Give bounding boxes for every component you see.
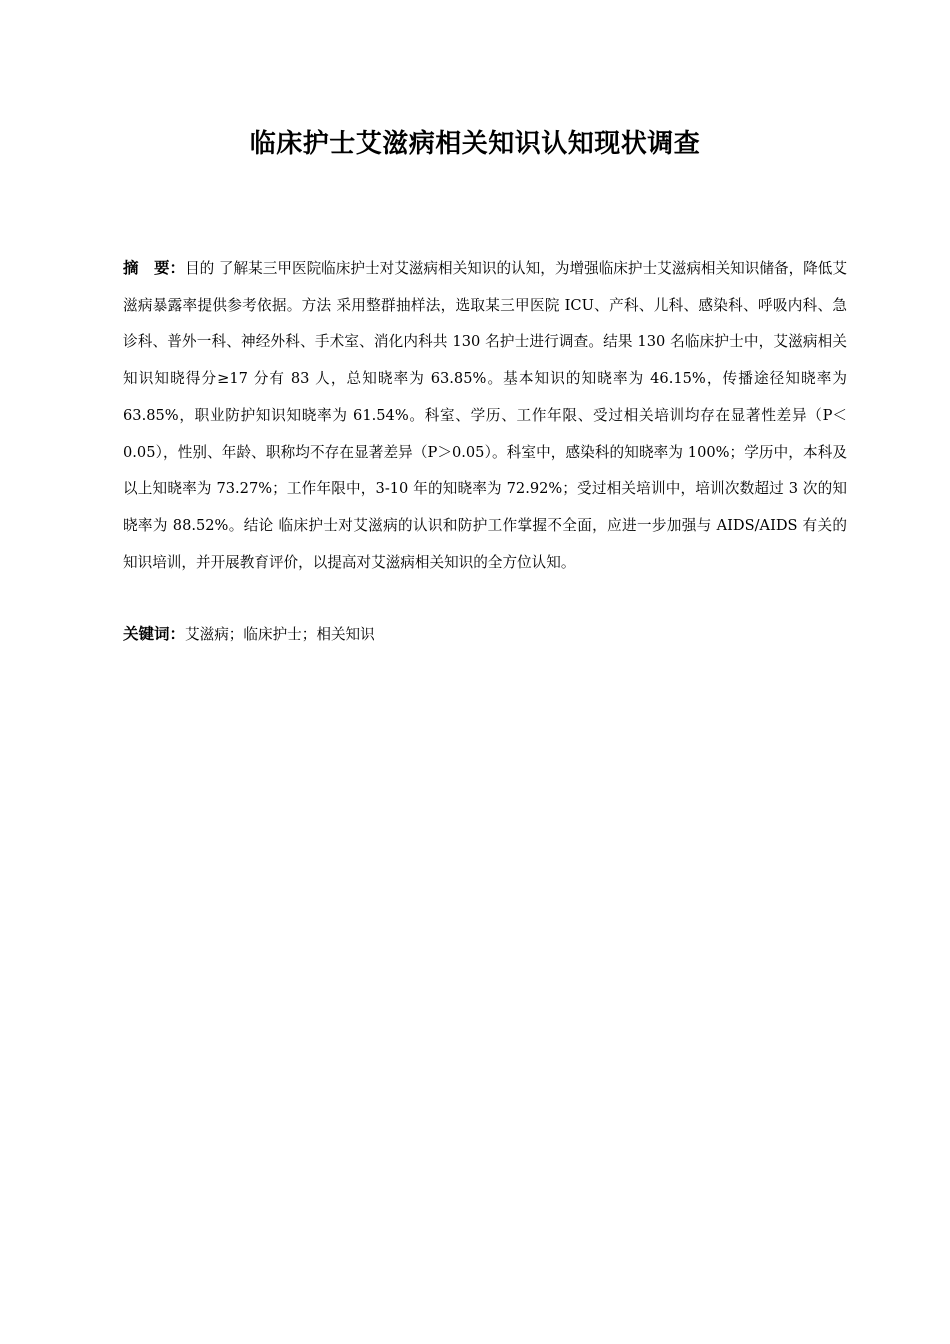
abstract-text: 目的 了解某三甲医院临床护士对艾滋病相关知识的认知，为增强临床护士艾滋病相关知识储备，降低艾滋病暴露率提供参考依据。方法 采用整群抽样法，选取某三甲医院 ICU、产科、儿科、感染科、呼吸内科、急诊科、普外一科、神经外科、手术室、消化内科共 130 名护士进行调查。结果 130 名临床护士中，艾滋病相关知识知晓得分≥17 分有 83 人，总知晓率为 63.85%。基本知识的知晓率为 46.15%，传播途径知晓率为 63.85%，职业防护知识知晓率为 61.54%。科室、学历、工作年限、受过相关培训均存在显著性差异（P＜0.05），性别、年龄、职称均不存在显著差异（P＞0.05）。科室中，感染科的知晓率为 100%；学历中，本科及以上知晓率为 73.27%；工作年限中，3-10 年的知晓率为 72.92%；受过相关培训中，培训次数超过 3 次的知晓率为 88.52%。结论 临床护士对艾滋病的认识和防护工作掌握不全面，应进一步加强与 AIDS/AIDS 有关的知识培训，并开展教育评价，以提高对艾滋病相关知识的全方位认知。 (123, 260, 847, 571)
document-title: 临床护士艾滋病相关知识认知现状调查 (249, 129, 701, 159)
keywords-label: 关键词： (123, 625, 186, 643)
keywords-text: 艾滋病；临床护士；相关知识 (185, 626, 375, 643)
abstract-paragraph (123, 250, 847, 581)
abstract-label: 摘 要： (123, 259, 186, 277)
keywords-paragraph (123, 618, 847, 651)
